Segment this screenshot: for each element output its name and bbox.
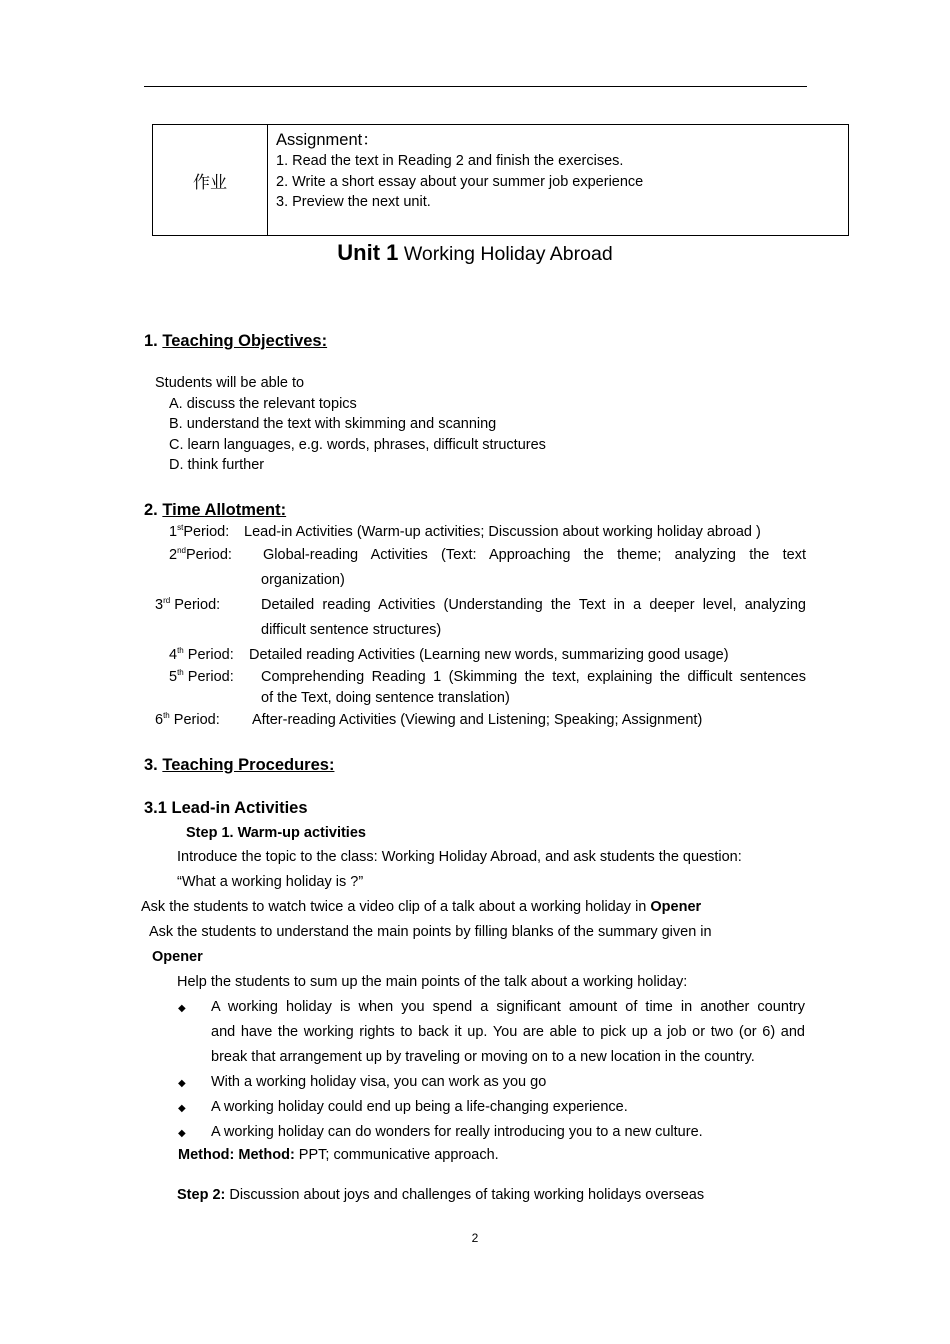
allotment-heading: 2. Time Allotment: <box>144 501 287 519</box>
objective-item: C. learn languages, e.g. words, phrases, difficult structures <box>169 437 546 453</box>
objective-item: A. discuss the relevant topics <box>169 396 357 412</box>
page-number: 2 <box>471 1231 479 1245</box>
ask-video: Ask the students to watch twice a video clip of a talk about a working holiday in Opener <box>141 899 702 915</box>
objectives-intro: Students will be able to <box>155 375 305 391</box>
objective-item: D. think further <box>169 457 265 473</box>
period-3-text: Detailed reading Activities (Understanding the Text in a deeper level, analyzing <box>261 597 806 613</box>
assignment-item: 3. Preview the next unit. <box>276 194 431 210</box>
help-text: Help the students to sum up the main points of the talk about a working holiday: <box>177 974 688 990</box>
bullet-icon: ◆ <box>178 1078 186 1089</box>
period-4-text: Detailed reading Activities (Learning new words, summarizing good usage) <box>249 647 729 663</box>
period-2-label: 2ndPeriod: <box>169 546 232 563</box>
ask-summary: Ask the students to understand the main points by filling blanks of the summary given in <box>149 924 712 940</box>
bullet-icon: ◆ <box>178 1003 186 1014</box>
procedures-heading: 3. Teaching Procedures: <box>144 756 335 774</box>
assignment-item: 1. Read the text in Reading 2 and finish the exercises. <box>276 153 624 169</box>
leadin-heading: 3.1 Lead-in Activities <box>144 799 308 817</box>
homework-table <box>152 124 849 236</box>
step-1-heading: Step 1. Warm-up activities <box>186 825 366 841</box>
assignment-cell <box>268 125 849 236</box>
period-5-text: Comprehending Reading 1 (Skimming the text, explaining the difficult sentences <box>261 669 806 685</box>
period-1-text: Lead-in Activities (Warm-up activities; Discussion about working holiday abroad ) <box>244 524 761 540</box>
step-2-line: Step 2: Discussion about joys and challenges of taking working holidays overseas <box>177 1187 705 1203</box>
bullet-icon: ◆ <box>178 1128 186 1139</box>
unit-title: Unit 1 Working Holiday Abroad <box>337 240 613 265</box>
period-3-text-cont: difficult sentence structures) <box>261 622 442 638</box>
intro-text: Introduce the topic to the class: Working Holiday Abroad, and ask students the question: <box>177 849 742 865</box>
bullet-1-line: break that arrangement up by traveling or moving on to a new location in the country. <box>211 1049 755 1065</box>
bullet-1-line: and have the working rights to back it up. You are able to pick up a job or two (or 6) and <box>211 1024 805 1040</box>
ask-summary-opener: Opener <box>152 949 203 965</box>
bullet-icon: ◆ <box>178 1103 186 1114</box>
bullet-2: With a working holiday visa, you can work as you go <box>211 1074 547 1090</box>
bullet-4: A working holiday can do wonders for really introducing you to a new culture. <box>211 1124 703 1140</box>
assignment-title: Assignment： <box>276 131 379 149</box>
objectives-heading: 1. Teaching Objectives: <box>144 332 328 350</box>
assignment-item: 2. Write a short essay about your summer job experience <box>276 173 644 190</box>
period-5-label: 5th Period: <box>169 668 234 685</box>
homework-label: 作业 <box>153 125 268 236</box>
period-4-label: 4th Period: <box>169 646 234 663</box>
period-2-text-cont: organization) <box>261 572 345 588</box>
objective-item: B. understand the text with skimming and scanning <box>169 416 497 432</box>
bullet-3: A working holiday could end up being a life-changing experience. <box>211 1099 628 1115</box>
method-line: Method: Method: PPT; communicative approach. <box>178 1147 499 1163</box>
period-5-text-cont: of the Text, doing sentence translation) <box>261 690 510 706</box>
period-6-text: After-reading Activities (Viewing and Listening; Speaking; Assignment) <box>252 712 703 728</box>
period-3-label: 3rd Period: <box>155 596 221 613</box>
bullet-1-line: A working holiday is when you spend a significant amount of time in another country <box>211 999 805 1015</box>
period-1-label: 1stPeriod: <box>169 523 230 540</box>
period-2-text: Global-reading Activities (Text: Approaching the theme; analyzing the text <box>263 547 806 563</box>
period-6-label: 6th Period: <box>155 711 220 728</box>
header-rule <box>144 86 807 87</box>
intro-question: “What a working holiday is ?” <box>177 874 364 890</box>
